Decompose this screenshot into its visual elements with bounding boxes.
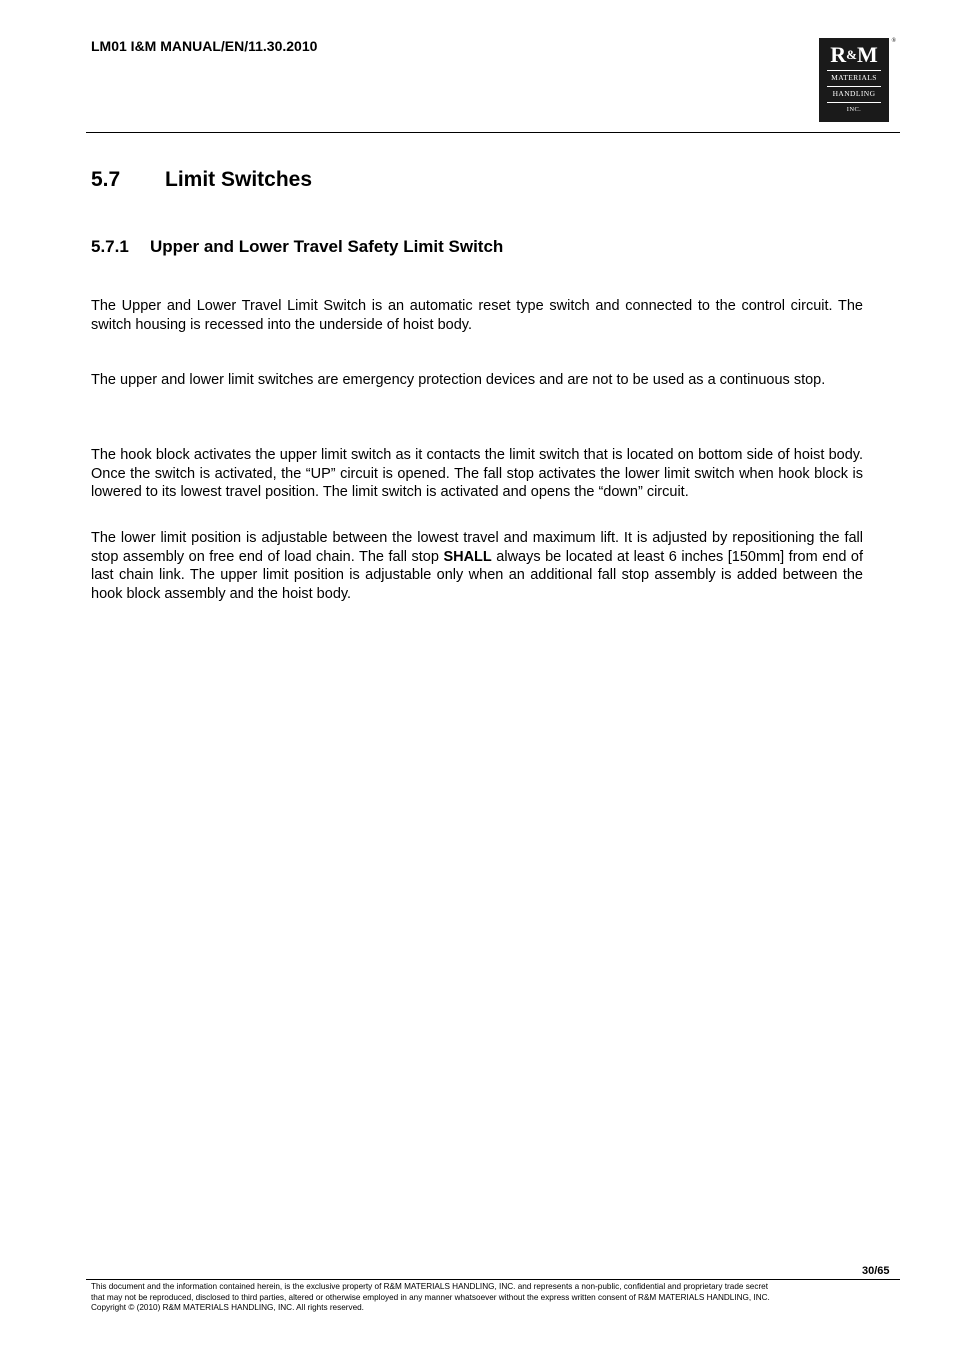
logo-line-inc: INC.	[846, 106, 862, 113]
footer-copyright: Copyright © (2010) R&M MATERIALS HANDLING, INC. All rights reserved.	[91, 1303, 364, 1312]
company-logo	[819, 38, 896, 122]
logo-line-materials: MATERIALS	[831, 73, 877, 82]
shall-emphasis: SHALL	[443, 548, 492, 565]
logo-line-handling: HANDLING	[832, 89, 876, 98]
footer-line: This document and the information contained herein, is the exclusive property of R&M MATERIALS HANDLING, INC. and represents a non-public, confidential and proprietary trade secret	[91, 1282, 769, 1291]
paragraph-switch-description: The Upper and Lower Travel Limit Switch is an automatic reset type switch and connected to the control circuit. The switch housing is recessed into the underside of hoist body.	[91, 298, 863, 333]
footer-line: that may not be reproduced, disclosed to third parties, altered or otherwise employed in any manner whatsoever without the express written consent of R&M MATERIALS HANDLING, INC.	[91, 1292, 770, 1302]
section-number: 5.7	[91, 168, 121, 191]
subsection-number: 5.7.1	[91, 237, 129, 256]
logo-letter-m: M	[856, 42, 878, 67]
logo-divider	[827, 102, 881, 103]
subsection-title: Upper and Lower Travel Safety Limit Switch	[150, 237, 504, 256]
paragraph-activation: The hook block activates the upper limit switch as it contacts the limit switch that is located on bottom side of hoist body. Once the switch is activated, the “UP” circuit is opened. The fall stop activates the lower limit switch when hook block is lowered to its lowest travel position. The limit switch is activated and opens the “down” circuit.	[91, 447, 863, 500]
logo-letter-r: R	[830, 42, 847, 67]
logo-ampersand: &	[846, 47, 857, 62]
paragraph-adjustment-part1: The lower limit position is adjustable between the lowest travel and maximum lift. It is adjusted by repositioning the fall stop assembly on free end of load chain. The fall stop	[91, 530, 863, 565]
subsection-heading	[91, 237, 503, 257]
section-heading	[91, 168, 312, 192]
header-divider	[86, 132, 900, 133]
paragraph-adjustment	[91, 529, 863, 603]
footer-divider	[86, 1279, 900, 1280]
page-number: 30/65	[862, 1265, 890, 1277]
logo-divider	[827, 86, 881, 87]
footer-confidentiality-notice	[91, 1282, 897, 1314]
registered-mark: ®	[891, 38, 896, 44]
logo-divider	[827, 70, 881, 71]
section-title: Limit Switches	[165, 168, 313, 191]
paragraph-adjustment-part2: always be located at least 6 inches [150mm] from end of last chain link. The upper limit position is adjustable only when an additional fall stop assembly is added between the hook block assembly and the hoist body.	[91, 548, 863, 602]
document-id: LM01 I&M MANUAL/EN/11.30.2010	[91, 38, 318, 54]
paragraph-emergency-note: The upper and lower limit switches are emergency protection devices and are not to be used as a continuous stop.	[91, 372, 826, 388]
logo-monogram	[819, 43, 889, 67]
